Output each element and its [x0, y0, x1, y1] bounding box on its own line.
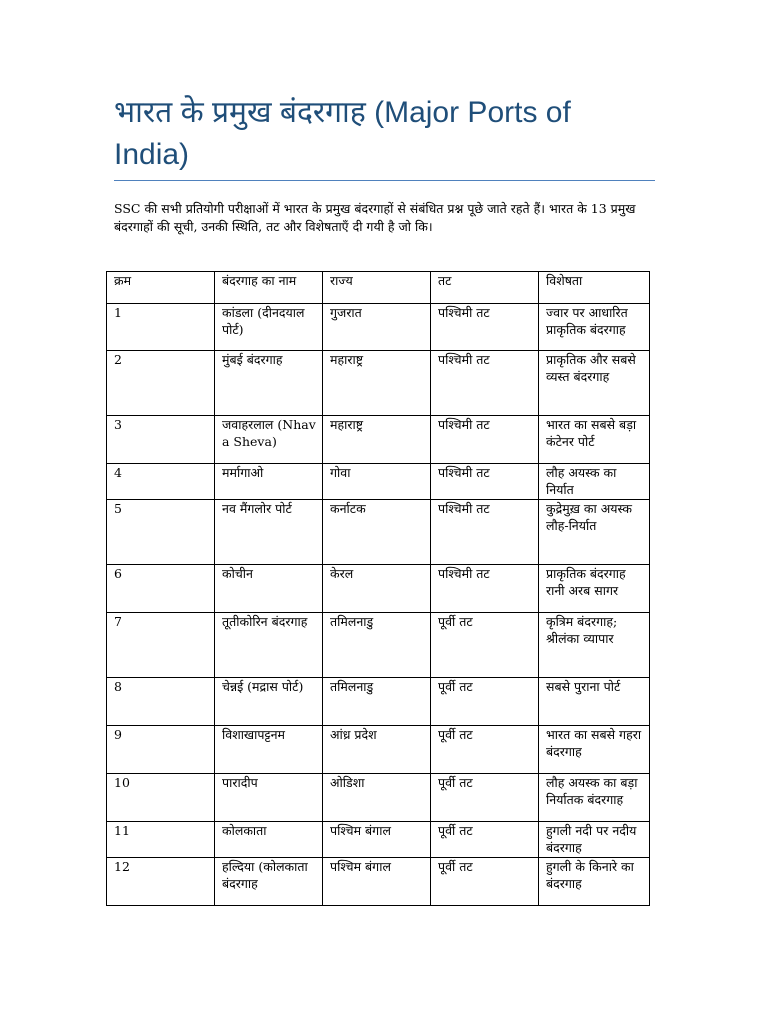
cell-state: महाराष्ट्र — [323, 416, 431, 464]
cell-port-name: चेन्नई (मद्रास पोर्ट) — [215, 678, 323, 726]
table-row — [107, 416, 650, 464]
cell-state: तमिलनाडु — [323, 613, 431, 678]
cell-port-name: जवाहरलाल (Nhava Sheva) — [215, 416, 323, 464]
cell-serial: 2 — [107, 351, 215, 416]
title-english: (Major Ports of India) — [114, 96, 571, 171]
cell-state: महाराष्ट्र — [323, 351, 431, 416]
cell-serial: 8 — [107, 678, 215, 726]
cell-state: पश्चिम बंगाल — [323, 822, 431, 858]
cell-state: केरल — [323, 565, 431, 613]
cell-coast: पश्चिमी तट — [431, 304, 539, 351]
cell-serial: 7 — [107, 613, 215, 678]
table-row — [107, 858, 650, 906]
cell-coast: पूर्वी तट — [431, 822, 539, 858]
cell-coast: पश्चिमी तट — [431, 565, 539, 613]
header-feature: विशेषता — [539, 272, 650, 304]
cell-coast: पूर्वी तट — [431, 858, 539, 906]
cell-coast: पूर्वी तट — [431, 678, 539, 726]
cell-state: गुजरात — [323, 304, 431, 351]
cell-state: तमिलनाडु — [323, 678, 431, 726]
cell-state: गोवा — [323, 464, 431, 500]
cell-serial: 10 — [107, 774, 215, 822]
cell-feature: हुगली नदी पर नदीय बंदरगाह — [539, 822, 650, 858]
title-hindi: भारत के प्रमुख बंदरगाह — [114, 96, 366, 129]
page-title — [114, 92, 654, 176]
cell-coast: पश्चिमी तट — [431, 500, 539, 565]
table-row — [107, 565, 650, 613]
cell-serial: 9 — [107, 726, 215, 774]
cell-feature: लौह अयस्क का बड़ा निर्यातक बंदरगाह — [539, 774, 650, 822]
table-row — [107, 613, 650, 678]
cell-serial: 3 — [107, 416, 215, 464]
intro-paragraph: SSC की सभी प्रतियोगी परीक्षाओं में भारत के प्रमुख बंदरगाहों से संबंधित प्रश्न पूछे जाते रहते हैं। भारत के 13 प्रमुख बंदरगाहों की सूची, उनकी स्थिति, तट और विशेषताएँ दी गयी है जो कि। — [114, 201, 636, 234]
header-state: राज्य — [323, 272, 431, 304]
table-row — [107, 464, 650, 500]
table-row — [107, 678, 650, 726]
cell-serial: 4 — [107, 464, 215, 500]
cell-port-name: तूतीकोरिन बंदरगाह — [215, 613, 323, 678]
cell-feature: भारत का सबसे बड़ा कंटेनर पोर्ट — [539, 416, 650, 464]
cell-state: आंध्र प्रदेश — [323, 726, 431, 774]
cell-port-name: पारादीप — [215, 774, 323, 822]
cell-port-name: मुंबई बंदरगाह — [215, 351, 323, 416]
cell-port-name: मर्मागाओ — [215, 464, 323, 500]
header-serial: क्रम — [107, 272, 215, 304]
table-row — [107, 500, 650, 565]
header-coast: तट — [431, 272, 539, 304]
cell-feature: सबसे पुराना पोर्ट — [539, 678, 650, 726]
table-row — [107, 822, 650, 858]
cell-port-name: कोचीन — [215, 565, 323, 613]
table-row — [107, 304, 650, 351]
table-row — [107, 726, 650, 774]
cell-state: कर्नाटक — [323, 500, 431, 565]
cell-feature: प्राकृतिक बंदरगाह रानी अरब सागर — [539, 565, 650, 613]
cell-serial: 1 — [107, 304, 215, 351]
cell-serial: 6 — [107, 565, 215, 613]
cell-feature: हुगली के किनारे का बंदरगाह — [539, 858, 650, 906]
cell-serial: 5 — [107, 500, 215, 565]
cell-feature: भारत का सबसे गहरा बंदरगाह — [539, 726, 650, 774]
cell-state: ओडिशा — [323, 774, 431, 822]
table-row — [107, 774, 650, 822]
cell-coast: पश्चिमी तट — [431, 351, 539, 416]
table-row — [107, 351, 650, 416]
cell-serial: 11 — [107, 822, 215, 858]
cell-state: पश्चिम बंगाल — [323, 858, 431, 906]
cell-port-name: कांडला (दीनदयाल पोर्ट) — [215, 304, 323, 351]
cell-feature: कृत्रिम बंदरगाह; श्रीलंका व्यापार — [539, 613, 650, 678]
table-header-row — [107, 272, 650, 304]
ports-table — [106, 271, 650, 906]
cell-port-name: विशाखापट्टनम — [215, 726, 323, 774]
cell-serial: 12 — [107, 858, 215, 906]
cell-port-name: कोलकाता — [215, 822, 323, 858]
cell-coast: पश्चिमी तट — [431, 464, 539, 500]
cell-feature: कुद्रेमुख़ का अयस्क लौह-निर्यात — [539, 500, 650, 565]
cell-feature: प्राकृतिक और सबसे व्यस्त बंदरगाह — [539, 351, 650, 416]
cell-coast: पूर्वी तट — [431, 726, 539, 774]
cell-feature: लौह अयस्क का निर्यात — [539, 464, 650, 500]
cell-port-name: नव मैंगलोर पोर्ट — [215, 500, 323, 565]
cell-coast: पूर्वी तट — [431, 774, 539, 822]
cell-port-name: हल्दिया (कोलकाता बंदरगाह — [215, 858, 323, 906]
title-underline — [114, 180, 655, 181]
cell-coast: पश्चिमी तट — [431, 416, 539, 464]
cell-coast: पूर्वी तट — [431, 613, 539, 678]
header-port-name: बंदरगाह का नाम — [215, 272, 323, 304]
cell-feature: ज्वार पर आधारित प्राकृतिक बंदरगाह — [539, 304, 650, 351]
